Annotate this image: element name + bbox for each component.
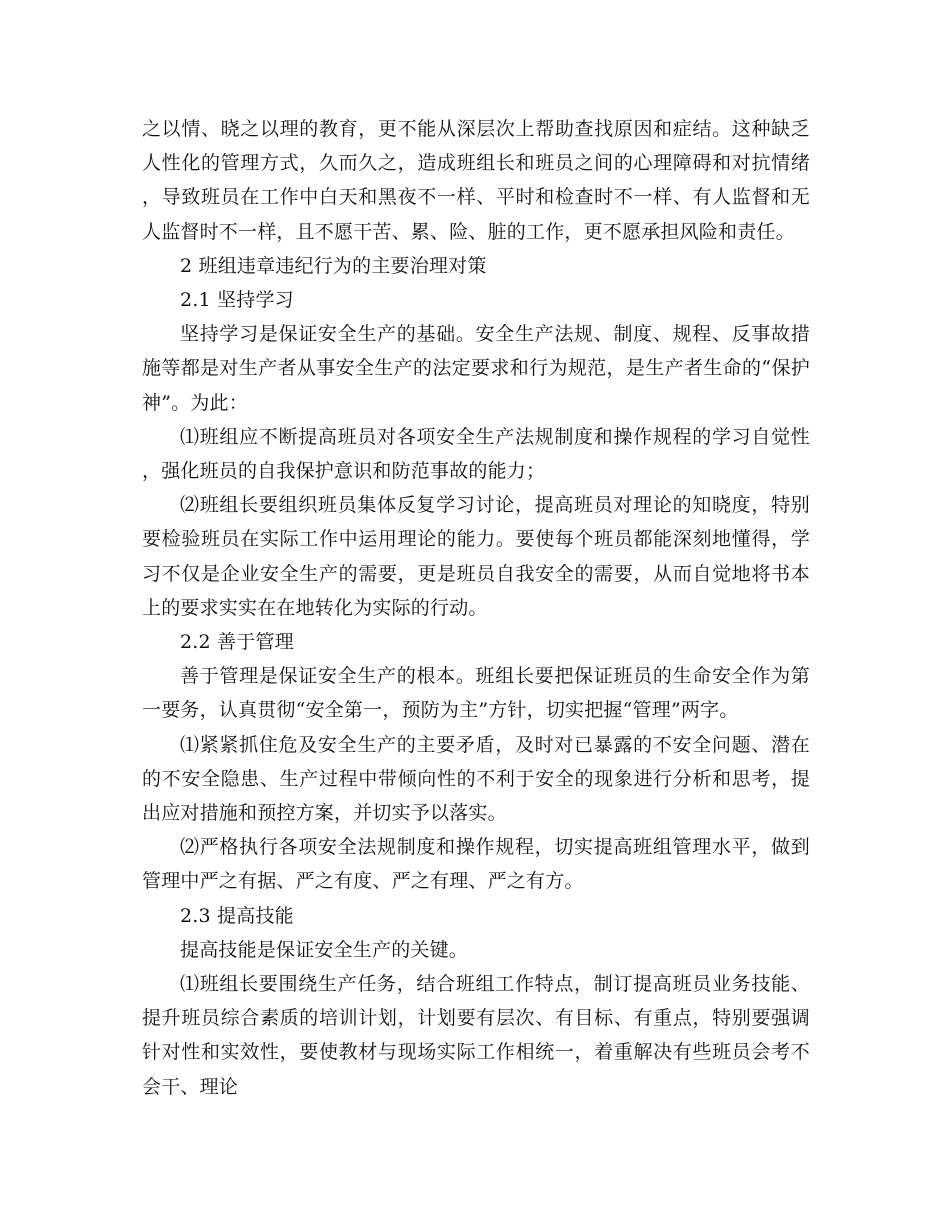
document-body — [142, 112, 810, 1104]
list-item-management-2: ⑵严格执行各项安全法规制度和操作规程，切实提高班组管理水平，做到管理中严之有据、严之有度、严之有理、严之有方。 — [142, 836, 810, 893]
list-item-skills-1: ⑴班组长要围绕生产任务，结合班组工作特点，制订提高班员业务技能、提升班员综合素质的培训计划，计划要有层次、有目标、有重点，特别要强调针对性和实效性，要使教材与现场实际工作相统一，着重解决有些班员会考不会干、理论 — [142, 973, 810, 1098]
list-item-learning-2: ⑵班组长要组织班员集体反复学习讨论，提高班员对理论的知晓度，特别要检验班员在实际工作中运用理论的能力。要使每个班员都能深刻地懂得，学习不仅是企业安全生产的需要，更是班员自我安全的需要，从而自觉地将书本上的要求实实在在地转化为实际的行动。 — [142, 494, 810, 619]
section-heading-2: 2 班组违章违纪行为的主要治理对策 — [180, 254, 487, 277]
paragraph-skills-key: 提高技能是保证安全生产的关键。 — [180, 938, 469, 961]
paragraph-learning-foundation: 坚持学习是保证安全生产的基础。安全生产法规、制度、规程、反事故措施等都是对生产者从事安全生产的法定要求和行为规范，是生产者生命的“保护神”。为此： — [142, 323, 810, 414]
paragraph-management-foundation: 善于管理是保证安全生产的根本。班组长要把保证班员的生命安全作为第一要务，认真贯彻“安全第一，预防为主”方针，切实把握“管理”两字。 — [142, 665, 810, 722]
paragraph-human-management-issue: 之以情、晓之以理的教育，更不能从深层次上帮助查找原因和症结。这种缺乏人性化的管理方式，久而久之，造成班组长和班员之间的心理障碍和对抗情绪，导致班员在工作中白天和黑夜不一样、平时和检查时不一样、有人监督和无人监督时不一样，且不愿干苦、累、险、脏的工作，更不愿承担风险和责任。 — [142, 118, 810, 243]
list-item-management-1: ⑴紧紧抓住危及安全生产的主要矛盾，及时对已暴露的不安全问题、潜在的不安全隐患、生产过程中带倾向性的不利于安全的现象进行分析和思考，提出应对措施和预控方案，并切实予以落实。 — [142, 733, 810, 825]
list-item-learning-1: ⑴班组应不断提高班员对各项安全生产法规制度和操作规程的学习自觉性，强化班员的自我保护意识和防范事故的能力； — [142, 425, 810, 483]
section-heading-2-2: 2.2 善于管理 — [180, 631, 294, 654]
section-heading-2-1: 2.1 坚持学习 — [180, 289, 294, 312]
section-heading-2-3: 2.3 提高技能 — [180, 904, 294, 927]
